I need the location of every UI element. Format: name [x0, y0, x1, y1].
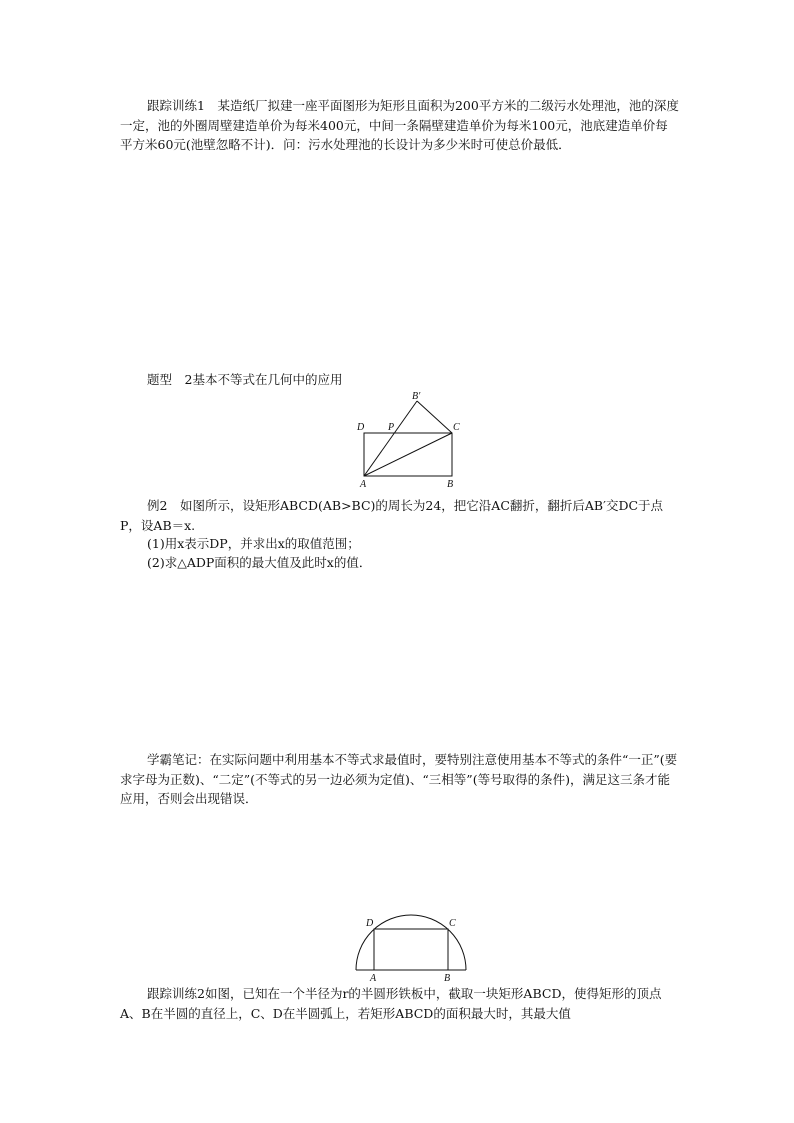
section-2-heading: 题型 2基本不等式在几何中的应用	[147, 372, 343, 387]
exercise-1-body: 跟踪训练1 某造纸厂拟建一座平面图形为矩形且面积为200平方米的二级污水处理池，池的深度一定，池的外圈周壁建造单价为每米400元，中间一条隔壁建造单价为每米100元，池底建造单价每平方米60元(池壁忽略不计)．问：污水处理池的长设计为多少米时可使总价最低．	[120, 98, 679, 152]
exercise-2-text	[120, 984, 680, 1023]
label-c: C	[449, 918, 456, 929]
semicircle-figure	[350, 910, 472, 986]
example-2-body: 例2 如图所示，设矩形ABCD(AB>BC)的周长为24，把它沿AC翻折，翻折后AB′交DC于点P，设AB＝x.	[120, 498, 664, 533]
exercise-2-body: 跟踪训练2如图，已知在一个半径为r的半圆形铁板中，截取一块矩形ABCD，使得矩形的顶点A、B在半圆的直径上，C、D在半圆弧上，若矩形ABCD的面积最大时，其最大值	[120, 986, 662, 1021]
label-b-prime: B′	[412, 391, 421, 402]
label-b: B	[447, 479, 454, 490]
label-p: P	[388, 422, 395, 433]
label-d: D	[357, 422, 365, 433]
diagonal-ac	[364, 433, 452, 476]
example-2-q2: (2)求△ADP面积的最大值及此时x的值．	[147, 555, 372, 570]
study-notes-text	[120, 750, 680, 809]
segment-bprime-c	[417, 401, 452, 433]
label-a: A	[370, 973, 377, 984]
segment-a-bprime	[364, 401, 417, 476]
example-2-text	[120, 496, 680, 535]
folded-rectangle-figure	[355, 388, 465, 490]
label-c: C	[453, 422, 460, 433]
exercise-1-text	[120, 96, 680, 155]
label-a: A	[360, 479, 367, 490]
rectangle-abcd	[374, 929, 448, 970]
label-d: D	[366, 918, 374, 929]
study-notes-body: 学霸笔记：在实际问题中利用基本不等式求最值时，要特别注意使用基本不等式的条件“一正”(要求字母为正数)、“二定”(不等式的另一边必须为定值)、“三相等”(等号取得的条件)，满足这三条才能应用，否则会出现错误．	[120, 752, 678, 806]
label-b: B	[444, 973, 451, 984]
example-2-q1: (1)用x表示DP，并求出x的取值范围；	[147, 536, 360, 551]
